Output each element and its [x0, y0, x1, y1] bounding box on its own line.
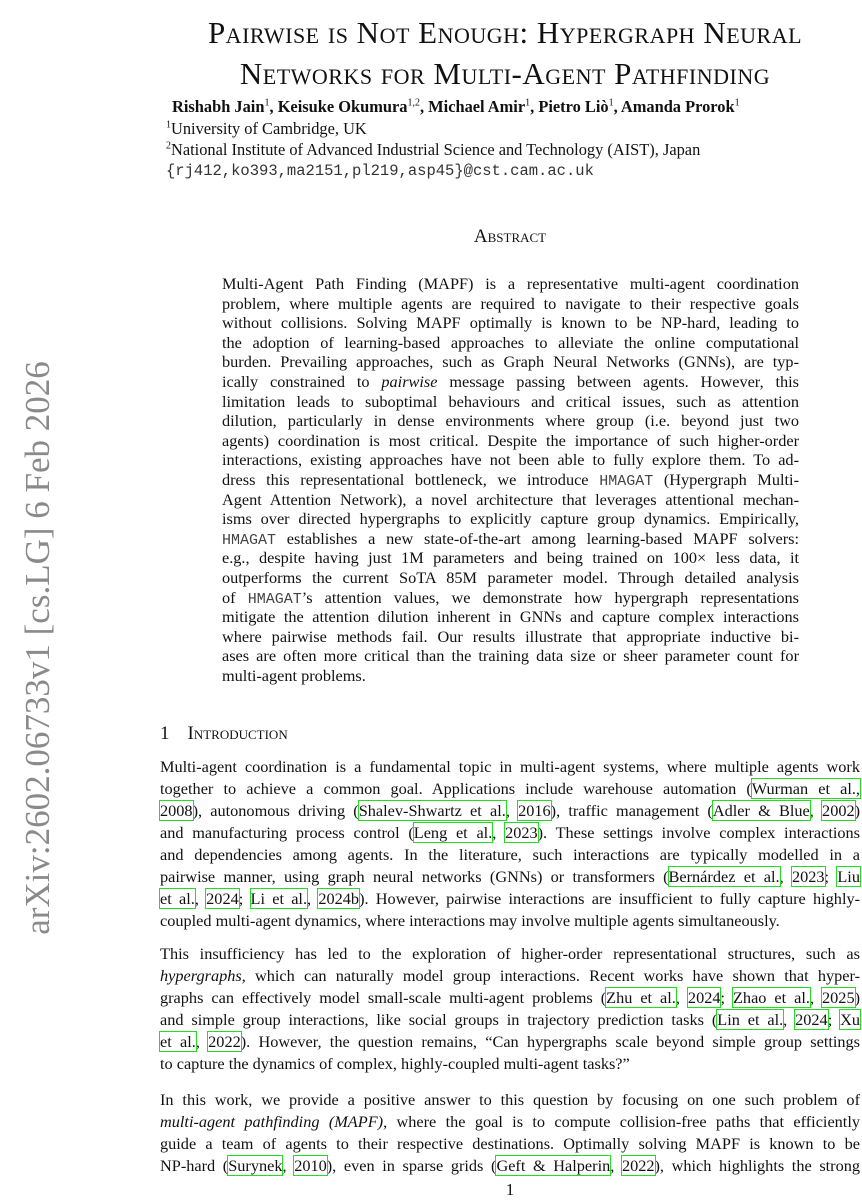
author-list: Rishabh Jain$^1$, Keisuke Okumura$^{1,2}$, Michael Amir$^1$, Pietro Liò$^1$, Amanda Prorok$^1$	[172, 97, 740, 116]
citation-link[interactable]: et al.	[160, 1032, 196, 1051]
citation-link[interactable]: 2024	[687, 988, 721, 1007]
text-run: dress this representational bottleneck, we introduce	[222, 469, 600, 489]
text-run: and simple group interactions, like social groups in trajectory prediction tasks (	[160, 1010, 718, 1029]
citation-link[interactable]: 2024b	[318, 889, 360, 908]
text-run: )	[854, 801, 861, 820]
text-line	[160, 910, 860, 932]
affiliation-mark: 1	[166, 119, 171, 131]
text-run: and manufacturing process control (	[160, 823, 414, 842]
citation-link[interactable]: Adler & Blue	[712, 801, 810, 820]
citation-link[interactable]: Zhu et al.	[606, 988, 676, 1007]
citation-link[interactable]: 2023	[505, 823, 538, 842]
text-run: ). However, the question remains, “Can hypergraphs scale beyond simple group settings	[240, 1032, 861, 1051]
text-line	[160, 800, 860, 822]
text-line	[160, 888, 860, 910]
text-line	[222, 372, 799, 392]
text-run: ically constrained to	[222, 371, 382, 391]
arxiv-side-stamp: arXiv:2602.06733v1 [cs.LG] 6 Feb 2026	[18, 361, 57, 935]
intro-paragraph	[160, 756, 860, 932]
text-line	[160, 965, 860, 987]
text-run: coupled multi-agent dynamics, where interactions may involve multiple agents simultaneously.	[160, 911, 780, 930]
text-run: and dependencies among agents. In the literature, such interactions are typically modelled in a	[160, 845, 860, 864]
text-line	[222, 294, 799, 314]
text-run: outperforms the current SoTA 85M parameter model. Through detailed analysis	[222, 567, 799, 587]
text-line	[222, 392, 799, 412]
text-run: ), autonomous driving (	[192, 801, 359, 820]
citation-link[interactable]: Leng et al.	[413, 823, 493, 842]
text-run: problem, where multiple agents are required to navigate to their respective goals	[222, 293, 799, 313]
emphasized-text: hypergraphs	[160, 966, 242, 985]
text-run: Multi-Agent Path Finding (MAPF) is a representative multi-agent coordination	[222, 274, 799, 293]
author-name: Rishabh Jain	[172, 97, 265, 116]
citation-link[interactable]: 2024	[795, 1010, 828, 1029]
text-line	[222, 411, 799, 431]
citation-link[interactable]: Li et al.	[250, 889, 308, 908]
author-affiliation-mark: 1	[608, 97, 614, 109]
author-emails: {rj412,ko393,ma2151,pl219,asp45}@cst.cam.ac.uk	[166, 161, 594, 180]
section-number: 1	[160, 723, 170, 744]
text-run: NP-hard (	[160, 1156, 229, 1175]
text-line	[222, 333, 799, 353]
text-run: together to achieve a common goal. Applications include warehouse automation (	[160, 779, 752, 798]
text-run: message passing between agents. However, this	[437, 371, 800, 391]
text-run: ;	[238, 889, 251, 908]
text-run: )	[854, 988, 860, 1007]
author-name: Pietro Liò	[538, 97, 609, 116]
text-line	[160, 1031, 860, 1053]
page-number: 1	[505, 1180, 515, 1199]
text-run: dilution, particularly in dense environments where group (i.e. beyond just two	[222, 411, 799, 431]
text-run: ,	[194, 889, 207, 908]
text-line	[222, 646, 799, 666]
text-run: of	[222, 587, 248, 607]
author-name: Amanda Prorok	[620, 97, 735, 116]
text-run: ,	[779, 867, 792, 886]
citation-link[interactable]: Xu	[840, 1010, 860, 1029]
text-line	[160, 1053, 860, 1075]
abstract-heading: Abstract	[473, 226, 547, 247]
text-run: to capture the dynamics of complex, highly-coupled multi-agent tasks?”	[160, 1054, 630, 1073]
text-line	[222, 490, 799, 510]
citation-link[interactable]: 2024	[206, 889, 239, 908]
text-line	[222, 352, 799, 372]
model-name: HMAGAT	[599, 472, 654, 490]
text-line	[222, 588, 799, 608]
text-run: ), traffic management (	[550, 801, 713, 820]
citation-link[interactable]: Zhao et al.	[732, 988, 810, 1007]
text-run: ;	[720, 988, 733, 1007]
text-run: In this work, we provide a positive answer to this question by focusing on one such problem of	[160, 1090, 860, 1109]
author-affiliation-mark: 1	[734, 97, 740, 109]
text-run: limitation leads to suboptimal behaviours and critical issues, such as attention	[222, 391, 799, 411]
citation-link[interactable]: Liu	[837, 867, 860, 886]
text-run: ;	[827, 1010, 841, 1029]
affiliation-mark: 2	[166, 140, 171, 152]
intro-paragraph	[160, 1089, 860, 1177]
text-run: ,	[783, 1010, 796, 1029]
text-run: Multi-agent coordination is a fundamental topic in multi-agent systems, where multiple agents work	[160, 757, 860, 776]
text-line	[160, 1155, 860, 1177]
text-run: the adoption of learning-based approaches to alleviate the online computational	[222, 332, 799, 352]
text-run: without collisions. Solving MAPF optimally is known to be NP-hard, leading to	[222, 313, 799, 333]
text-run: ,	[675, 988, 688, 1007]
affiliation-text: University of Cambridge, UK	[171, 118, 367, 138]
citation-link[interactable]: Wurman et al.,	[751, 779, 860, 798]
text-run: , which can naturally model group interactions. Recent works have shown that hyper-	[241, 966, 860, 985]
text-run: ,	[505, 801, 519, 820]
section-title: Introduction	[187, 723, 288, 744]
citation-link[interactable]: Surynek	[228, 1156, 283, 1175]
model-name: HMAGAT	[247, 590, 302, 608]
text-run: ,	[282, 1156, 295, 1175]
affiliation	[166, 118, 740, 140]
author-affiliation-mark: 1,2	[407, 97, 420, 109]
text-line	[222, 666, 799, 686]
text-run: ), which highlights the strong	[654, 1156, 861, 1175]
text-run: , where the goal is to compute collision-free paths that efficiently	[383, 1112, 860, 1131]
text-line	[160, 987, 860, 1009]
citation-link[interactable]: 2023	[791, 867, 825, 886]
text-run: mitigate the attention dilution inherent in GNNs and capture complex interactions	[222, 607, 799, 627]
text-run: establishes a new state-of-the-art among learning-based MAPF solvers:	[276, 528, 799, 548]
text-run: ases are often more critical than the training data size or sheer parameter count for	[222, 646, 799, 666]
model-name: HMAGAT	[222, 531, 277, 549]
text-line	[222, 529, 799, 549]
intro-paragraph	[160, 943, 860, 1075]
text-run: multi-agent problems.	[222, 665, 366, 685]
abstract-body	[222, 274, 799, 685]
text-line	[222, 313, 799, 333]
text-run: (Hypergraph Multi-	[653, 469, 799, 489]
text-line	[222, 450, 799, 470]
text-run: agents) coordination is most critical. Despite the importance of such higher-order	[222, 430, 799, 450]
text-line	[160, 1111, 860, 1133]
text-line	[160, 756, 860, 778]
author-affiliation-mark: 1	[264, 97, 270, 109]
text-run: ,	[492, 823, 506, 842]
text-line	[222, 470, 799, 490]
citation-link[interactable]: 2010	[294, 1156, 327, 1175]
citation-link[interactable]: Geft & Halperin	[496, 1156, 611, 1175]
text-line	[160, 1133, 860, 1155]
text-run: ), even in sparse grids (	[326, 1156, 497, 1175]
citation-link[interactable]: 2008	[160, 801, 193, 820]
citation-link[interactable]: 2022	[621, 1156, 655, 1175]
section-heading	[160, 722, 288, 746]
text-run: ,	[307, 889, 319, 908]
author-name: Keisuke Okumura	[277, 97, 408, 116]
text-run: ,	[809, 801, 823, 820]
text-line	[222, 431, 799, 451]
text-line	[160, 1009, 860, 1031]
text-run: where pairwise methods fail. Our results illustrate that appropriate inductive bi-	[222, 626, 799, 646]
text-line	[222, 627, 799, 647]
emphasized-text: multi-agent pathfinding (MAPF)	[160, 1112, 384, 1131]
author-block	[166, 96, 740, 182]
text-run: graphs can effectively model small-scale multi-agent problems (	[160, 988, 607, 1007]
title-line: Networks for Multi-Agent Pathfinding	[239, 56, 771, 91]
text-run: e.g., despite having just 1M parameters and being trained on 100× less data, it	[222, 548, 799, 568]
emphasized-text: pairwise	[381, 371, 438, 391]
text-line	[160, 866, 860, 888]
text-line	[222, 509, 799, 529]
affiliation	[166, 139, 740, 161]
text-run: ,	[610, 1156, 622, 1175]
text-run: ,	[195, 1032, 209, 1051]
text-run: guide a team of agents to their respective destinations. Optimally solving MAPF is known to be	[160, 1134, 860, 1153]
citation-link[interactable]: Shalev-Shwartz et al.	[358, 801, 506, 820]
text-run: ). These settings involve complex interactions	[537, 823, 860, 842]
text-line	[160, 943, 860, 965]
author-name: Michael Amir	[428, 97, 526, 116]
author-affiliation-mark: 1	[525, 97, 531, 109]
text-run: burden. Prevailing approaches, such as Graph Neural Networks (GNNs), are typ-	[222, 352, 799, 372]
citation-link[interactable]: Lin et al.	[717, 1010, 784, 1029]
text-run: interactions, existing approaches have not been able to fully explore them. To ad-	[222, 450, 799, 470]
citation-link[interactable]: et al.	[160, 889, 195, 908]
text-line	[222, 274, 799, 294]
text-line	[222, 607, 799, 627]
text-run: ’s attention values, we demonstrate how hypergraph representations	[301, 587, 799, 607]
text-line	[160, 822, 860, 844]
citation-link[interactable]: 2016	[518, 801, 551, 820]
title-line: Pairwise is Not Enough: Hypergraph Neural	[207, 15, 803, 50]
text-run: ;	[824, 867, 838, 886]
text-line	[222, 548, 799, 568]
text-run: ). However, pairwise interactions are insufficient to fully capture highly-	[359, 889, 861, 908]
citation-link[interactable]: 2025	[822, 988, 855, 1007]
citation-link[interactable]: Bernárdez et al.	[668, 867, 780, 886]
text-line	[160, 844, 860, 866]
text-line	[160, 778, 860, 800]
text-run: ,	[809, 988, 823, 1007]
citation-link[interactable]: 2022	[208, 1032, 241, 1051]
text-line	[222, 568, 799, 588]
text-run: isms over directed hypergraphs to explicitly capture group dynamics. Empirically,	[222, 509, 799, 529]
text-run: pairwise manner, using graph neural networks (GNNs) or transformers (	[160, 867, 669, 886]
citation-link[interactable]: 2002	[822, 801, 855, 820]
paper-title	[150, 12, 860, 94]
text-run: Agent Attention Network), a novel architecture that leverages attentional mechan-	[222, 489, 799, 509]
text-run: This insufficiency has led to the exploration of higher-order representational structures, such as	[160, 944, 860, 963]
affiliation-text: National Institute of Advanced Industrial Science and Technology (AIST), Japan	[171, 140, 701, 159]
text-line	[160, 1089, 860, 1111]
